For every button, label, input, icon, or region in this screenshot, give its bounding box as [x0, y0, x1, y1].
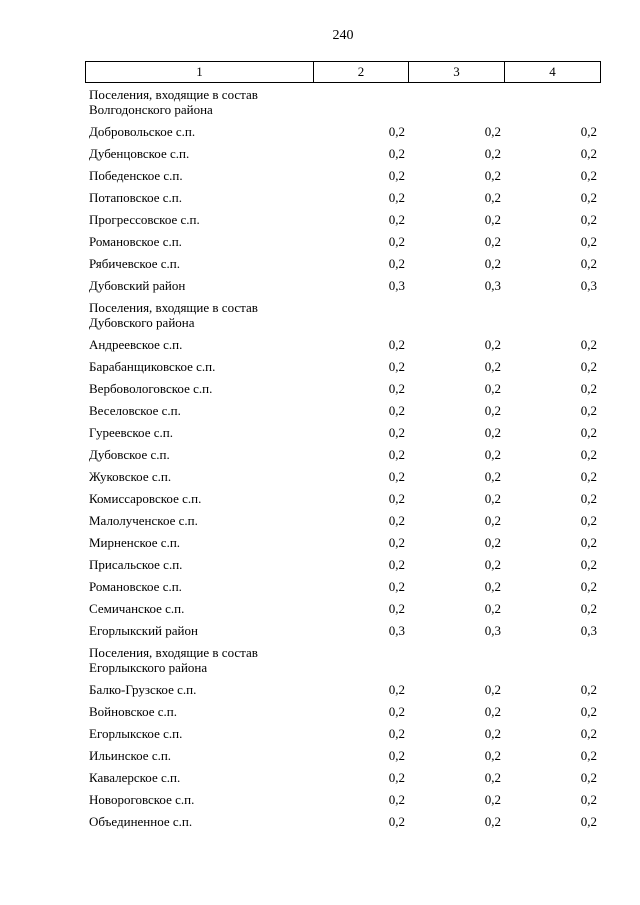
row-value-col-2: 0,2: [388, 146, 405, 161]
row-name: Новороговское с.п.: [89, 792, 195, 807]
table-row: [85, 767, 600, 789]
header-col-4: 4: [505, 62, 601, 83]
table-row: [85, 620, 600, 642]
row-value-col-2: 0,2: [388, 168, 405, 183]
row-value-col-2: [313, 297, 408, 300]
row-value-col-3: 0,2: [484, 579, 501, 594]
row-value-col-2: 0,2: [388, 212, 405, 227]
row-name: Прогрессовское с.п.: [89, 212, 200, 227]
row-value-col-2: 0,2: [388, 704, 405, 719]
table-row: [85, 253, 600, 275]
row-name: Романовское с.п.: [89, 579, 182, 594]
table-row: [85, 532, 600, 554]
row-value-col-3: 0,3: [484, 623, 501, 638]
row-value-col-2: 0,2: [388, 726, 405, 741]
row-value-col-4: 0,3: [580, 278, 597, 293]
row-value-col-4: 0,2: [580, 234, 597, 249]
row-value-col-4: 0,2: [580, 146, 597, 161]
row-value-col-4: 0,3: [580, 623, 597, 638]
table-row: [85, 466, 600, 488]
row-value-col-3: 0,2: [484, 359, 501, 374]
row-value-col-2: [313, 84, 408, 87]
table-row: [85, 121, 600, 143]
row-name: Ильинское с.п.: [89, 748, 172, 763]
row-name: Егорлыкское с.п.: [89, 726, 183, 741]
row-name: Победенское с.п.: [89, 168, 183, 183]
row-value-col-2: 0,2: [388, 814, 405, 829]
row-value-col-4: [504, 297, 600, 300]
row-value-col-2: 0,2: [388, 190, 405, 205]
row-value-col-2: 0,2: [388, 513, 405, 528]
table-row: [85, 231, 600, 253]
row-value-col-4: 0,2: [580, 682, 597, 697]
row-value-col-3: 0,2: [484, 792, 501, 807]
table-row: [85, 811, 600, 833]
row-value-col-4: 0,2: [580, 814, 597, 829]
row-value-col-2: 0,2: [388, 770, 405, 785]
row-value-col-3: 0,2: [484, 601, 501, 616]
row-value-col-4: 0,2: [580, 770, 597, 785]
row-value-col-2: 0,2: [388, 256, 405, 271]
row-name: Объединенное с.п.: [89, 814, 193, 829]
row-value-col-2: 0,2: [388, 535, 405, 550]
row-name: Поселения, входящие в состав Егорлыкского района: [89, 645, 258, 675]
section-heading-row: [85, 84, 600, 121]
row-value-col-3: [408, 297, 504, 300]
row-value-col-3: 0,3: [484, 278, 501, 293]
row-value-col-4: 0,2: [580, 381, 597, 396]
row-value-col-4: 0,2: [580, 601, 597, 616]
table-body: [85, 84, 600, 833]
header-col-3: 3: [409, 62, 505, 83]
row-value-col-3: 0,2: [484, 256, 501, 271]
row-name: Андреевское с.п.: [89, 337, 183, 352]
row-value-col-2: 0,2: [388, 337, 405, 352]
row-value-col-2: 0,2: [388, 748, 405, 763]
row-value-col-2: 0,2: [388, 359, 405, 374]
row-value-col-3: [408, 642, 504, 645]
row-value-col-2: 0,2: [388, 425, 405, 440]
row-value-col-2: 0,3: [388, 278, 405, 293]
row-name: Поселения, входящие в состав Дубовского района: [89, 300, 258, 330]
row-name: Поселения, входящие в состав Волгодонского района: [89, 87, 258, 117]
section-heading-row: [85, 642, 600, 679]
row-name: Гуреевское с.п.: [89, 425, 173, 440]
row-value-col-2: 0,2: [388, 469, 405, 484]
row-value-col-4: 0,2: [580, 447, 597, 462]
table-row: [85, 444, 600, 466]
table-row: [85, 679, 600, 701]
table-row: [85, 723, 600, 745]
table-row: [85, 576, 600, 598]
table-row: [85, 488, 600, 510]
row-value-col-4: 0,2: [580, 579, 597, 594]
row-value-col-4: 0,2: [580, 792, 597, 807]
row-value-col-4: 0,2: [580, 748, 597, 763]
row-name: Добровольское с.п.: [89, 124, 196, 139]
row-value-col-4: 0,2: [580, 168, 597, 183]
row-value-col-3: [408, 84, 504, 87]
row-value-col-3: 0,2: [484, 403, 501, 418]
row-value-col-3: 0,2: [484, 146, 501, 161]
table-row: [85, 143, 600, 165]
row-value-col-3: 0,2: [484, 234, 501, 249]
row-value-col-3: 0,2: [484, 425, 501, 440]
table-row: [85, 165, 600, 187]
row-value-col-3: 0,2: [484, 814, 501, 829]
row-value-col-4: 0,2: [580, 535, 597, 550]
row-value-col-4: 0,2: [580, 425, 597, 440]
row-value-col-3: 0,2: [484, 381, 501, 396]
row-name: Егорлыкский район: [89, 623, 198, 638]
row-value-col-3: 0,2: [484, 535, 501, 550]
row-value-col-4: 0,2: [580, 256, 597, 271]
row-value-col-3: 0,2: [484, 212, 501, 227]
row-name: Дубовский район: [89, 278, 186, 293]
table-row: [85, 356, 600, 378]
table-header: [85, 61, 601, 83]
row-name: Присальское с.п.: [89, 557, 183, 572]
row-value-col-3: 0,2: [484, 491, 501, 506]
row-value-col-4: 0,2: [580, 491, 597, 506]
row-value-col-4: 0,2: [580, 337, 597, 352]
row-name: Комиссаровское с.п.: [89, 491, 202, 506]
row-value-col-2: 0,2: [388, 124, 405, 139]
table-row: [85, 400, 600, 422]
row-name: Дубовское с.п.: [89, 447, 170, 462]
row-value-col-4: [504, 642, 600, 645]
row-value-col-2: 0,2: [388, 601, 405, 616]
row-value-col-2: 0,2: [388, 682, 405, 697]
table-row: [85, 275, 600, 297]
table-row: [85, 701, 600, 723]
row-value-col-4: 0,2: [580, 704, 597, 719]
row-value-col-4: 0,2: [580, 557, 597, 572]
row-value-col-3: 0,2: [484, 770, 501, 785]
row-value-col-2: 0,2: [388, 579, 405, 594]
row-value-col-2: 0,2: [388, 234, 405, 249]
row-value-col-2: 0,2: [388, 381, 405, 396]
row-value-col-4: 0,2: [580, 726, 597, 741]
row-name: Барабанщиковское с.п.: [89, 359, 216, 374]
row-name: Вербовологовское с.п.: [89, 381, 213, 396]
row-name: Потаповское с.п.: [89, 190, 183, 205]
page-number: 240: [332, 28, 354, 43]
row-value-col-2: 0,2: [388, 557, 405, 572]
table-row: [85, 422, 600, 444]
row-value-col-2: 0,2: [388, 403, 405, 418]
row-value-col-4: [504, 84, 600, 87]
row-value-col-2: [313, 642, 408, 645]
row-value-col-3: 0,2: [484, 337, 501, 352]
row-value-col-3: 0,2: [484, 168, 501, 183]
row-name: Мирненское с.п.: [89, 535, 181, 550]
row-name: Семичанское с.п.: [89, 601, 185, 616]
row-name: Жуковское с.п.: [89, 469, 172, 484]
row-name: Войновское с.п.: [89, 704, 177, 719]
row-value-col-2: 0,2: [388, 491, 405, 506]
row-value-col-4: 0,2: [580, 403, 597, 418]
row-name: Рябичевское с.п.: [89, 256, 180, 271]
row-name: Дубенцовское с.п.: [89, 146, 190, 161]
row-value-col-4: 0,2: [580, 124, 597, 139]
row-value-col-3: 0,2: [484, 447, 501, 462]
row-value-col-4: 0,2: [580, 469, 597, 484]
table-row: [85, 334, 600, 356]
row-name: Балко-Грузское с.п.: [89, 682, 197, 697]
header-col-1: 1: [86, 62, 314, 83]
table-row: [85, 510, 600, 532]
row-value-col-3: 0,2: [484, 682, 501, 697]
row-value-col-2: 0,2: [388, 792, 405, 807]
row-value-col-4: 0,2: [580, 359, 597, 374]
table-row: [85, 187, 600, 209]
row-value-col-3: 0,2: [484, 704, 501, 719]
row-value-col-3: 0,2: [484, 190, 501, 205]
row-value-col-2: 0,2: [388, 447, 405, 462]
row-name: Кавалерское с.п.: [89, 770, 181, 785]
row-value-col-4: 0,2: [580, 513, 597, 528]
row-value-col-3: 0,2: [484, 748, 501, 763]
table-row: [85, 598, 600, 620]
row-value-col-3: 0,2: [484, 124, 501, 139]
table-row: [85, 789, 600, 811]
row-name: Романовское с.п.: [89, 234, 182, 249]
section-heading-row: [85, 297, 600, 334]
row-value-col-2: 0,3: [388, 623, 405, 638]
row-name: Малолученское с.п.: [89, 513, 198, 528]
row-value-col-3: 0,2: [484, 469, 501, 484]
row-value-col-3: 0,2: [484, 513, 501, 528]
row-name: Веселовское с.п.: [89, 403, 181, 418]
row-value-col-3: 0,2: [484, 726, 501, 741]
row-value-col-3: 0,2: [484, 557, 501, 572]
table-row: [85, 209, 600, 231]
header-col-2: 2: [314, 62, 409, 83]
table-row: [85, 378, 600, 400]
table-row: [85, 554, 600, 576]
row-value-col-4: 0,2: [580, 212, 597, 227]
table-row: [85, 745, 600, 767]
row-value-col-4: 0,2: [580, 190, 597, 205]
